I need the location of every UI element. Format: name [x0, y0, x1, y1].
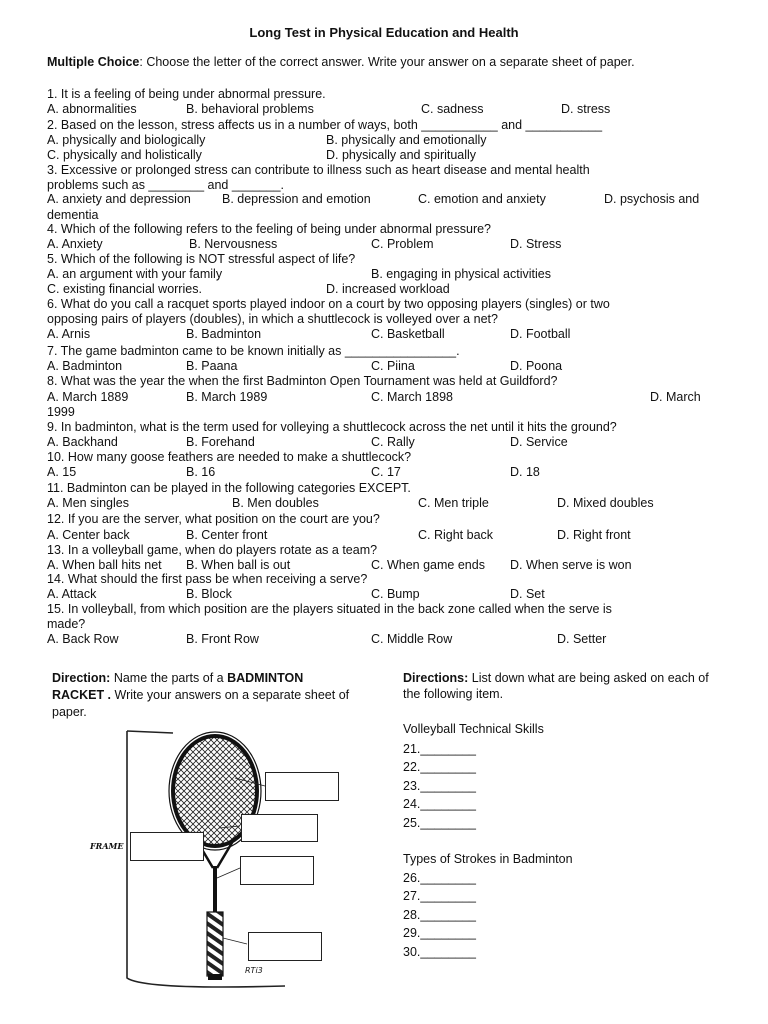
q11-option-c: C. Men triple: [418, 496, 489, 510]
racket-direction-bold: BADMINTON RACKET .: [52, 671, 304, 702]
answer-item-27: 27.________: [403, 889, 476, 903]
q9-option-c: C. Rally: [371, 435, 415, 449]
question-13: 13. In a volleyball game, when do players rotate as a team?: [47, 543, 378, 557]
q2-option-c: C. physically and holistically: [47, 148, 202, 162]
q8-option-d: D. March: [650, 390, 701, 404]
q3-option-d: D. psychosis and: [604, 192, 700, 206]
volleyball-skills-title: Volleyball Technical Skills: [403, 722, 544, 736]
answer-item-21: 21.________: [403, 742, 476, 756]
answer-item-22: 22.________: [403, 760, 476, 774]
question-11: 11. Badminton can be played in the following categories EXCEPT.: [47, 481, 411, 495]
q11-option-d: D. Mixed doubles: [557, 496, 654, 510]
question-14: 14. What should the first pass be when receiving a serve?: [47, 572, 368, 586]
q5-option-b: B. engaging in physical activities: [371, 267, 551, 281]
artist-signature: RTi3: [245, 966, 263, 975]
q14-option-d: D. Set: [510, 587, 545, 601]
q12-option-c: C. Right back: [418, 528, 494, 542]
answer-item-23: 23.________: [403, 779, 476, 793]
list-direction: [403, 670, 723, 702]
question-4: 4. Which of the following refers to the feeling of being under abnormal pressure?: [47, 222, 492, 236]
question-1: 1. It is a feeling of being under abnormal pressure.: [47, 87, 326, 101]
q14-option-b: B. Block: [186, 587, 232, 601]
q10-option-b: B. 16: [186, 465, 216, 479]
q7-option-b: B. Paana: [186, 359, 238, 373]
q1-option-c: C. sadness: [421, 102, 484, 116]
q8-option-a: A. March 1889: [47, 390, 129, 404]
list-direction-label: Directions:: [403, 671, 469, 685]
question-5: 5. Which of the following is NOT stressful aspect of life?: [47, 252, 356, 266]
question-2: 2. Based on the lesson, stress affects us in a number of ways, both ___________ and ___________: [47, 118, 603, 132]
racket-part-answer-box-3[interactable]: [130, 832, 204, 861]
badminton-strokes-title: Types of Strokes in Badminton: [403, 852, 573, 866]
racket-direction-text-1: Name the parts of a: [110, 671, 228, 685]
q4-option-b: B. Nervousness: [189, 237, 278, 251]
q13-option-a: A. When ball hits net: [47, 558, 162, 572]
q7-option-c: C. Piina: [371, 359, 415, 373]
q15-option-a: A. Back Row: [47, 632, 119, 646]
q3-option-b: B. depression and emotion: [222, 192, 371, 206]
q6-option-c: C. Basketball: [371, 327, 445, 341]
question-12: 12. If you are the server, what position on the court are you?: [47, 512, 380, 526]
list-direction-text: List down what are being asked on each of the following item.: [403, 671, 709, 701]
q5-option-d: D. increased workload: [326, 282, 450, 296]
q3-option-d-wrap: dementia: [47, 208, 99, 222]
q2-option-d: D. physically and spiritually: [326, 148, 477, 162]
q12-option-b: B. Center front: [186, 528, 268, 542]
q6-option-d: D. Football: [510, 327, 571, 341]
q5-option-c: C. existing financial worries.: [47, 282, 202, 296]
question-8: 8. What was the year the when the first Badminton Open Tournament was held at Guildford?: [47, 374, 558, 388]
q8-option-c: C. March 1898: [371, 390, 453, 404]
q7-option-d: D. Poona: [510, 359, 563, 373]
q10-option-d: D. 18: [510, 465, 540, 479]
q3-option-a: A. anxiety and depression: [47, 192, 191, 206]
q10-option-c: C. 17: [371, 465, 401, 479]
q8-option-d-wrap: 1999: [47, 405, 75, 419]
q13-option-d: D. When serve is won: [510, 558, 632, 572]
q1-option-b: B. behavioral problems: [186, 102, 314, 116]
q12-option-d: D. Right front: [557, 528, 631, 542]
q6-option-b: B. Badminton: [186, 327, 262, 341]
q1-option-d: D. stress: [561, 102, 611, 116]
question-15-line-2: made?: [47, 617, 86, 631]
q1-option-a: A. abnormalities: [47, 102, 137, 116]
question-6: 6. What do you call a racquet sports played indoor on a court by two opposing players (singles) or two: [47, 297, 610, 311]
q11-option-b: B. Men doubles: [232, 496, 319, 510]
q15-option-d: D. Setter: [557, 632, 607, 646]
multiple-choice-instructions: [47, 55, 635, 70]
q6-option-a: A. Arnis: [47, 327, 91, 341]
q9-option-a: A. Backhand: [47, 435, 118, 449]
question-3-line-2: problems such as ________ and _______.: [47, 178, 284, 192]
question-3: 3. Excessive or prolonged stress can contribute to illness such as heart disease and mental health: [47, 163, 590, 177]
racket-part-answer-box-4[interactable]: [240, 856, 314, 885]
frame-label: FRAME: [90, 841, 124, 851]
answer-item-28: 28.________: [403, 908, 476, 922]
q13-option-b: B. When ball is out: [186, 558, 291, 572]
q2-option-a: A. physically and biologically: [47, 133, 206, 147]
racket-part-answer-box-2[interactable]: [241, 814, 318, 842]
racket-direction-label: Direction:: [52, 671, 111, 685]
racket-part-answer-box-5[interactable]: [248, 932, 322, 961]
q7-option-a: A. Badminton: [47, 359, 123, 373]
q4-option-a: A. Anxiety: [47, 237, 103, 251]
racket-direction: [52, 670, 352, 721]
q10-option-a: A. 15: [47, 465, 77, 479]
q9-option-b: B. Forehand: [186, 435, 255, 449]
question-10: 10. How many goose feathers are needed to make a shuttlecock?: [47, 450, 412, 464]
question-15: 15. In volleyball, from which position are the players situated in the back zone called when the serve is: [47, 602, 612, 616]
q4-option-d: D. Stress: [510, 237, 562, 251]
q3-option-c: C. emotion and anxiety: [418, 192, 546, 206]
multiple-choice-label: Multiple Choice: [47, 55, 140, 69]
q14-option-c: C. Bump: [371, 587, 420, 601]
answer-item-30: 30.________: [403, 945, 476, 959]
q5-option-a: A. an argument with your family: [47, 267, 223, 281]
q8-option-b: B. March 1989: [186, 390, 268, 404]
q13-option-c: C. When game ends: [371, 558, 485, 572]
answer-item-25: 25.________: [403, 816, 476, 830]
question-9: 9. In badminton, what is the term used for volleying a shuttlecock across the net until it hits the ground?: [47, 420, 617, 434]
question-6-line-2: opposing pairs of players (doubles), in which a shuttlecock is volleyed over a net?: [47, 312, 498, 326]
q14-option-a: A. Attack: [47, 587, 97, 601]
q2-option-b: B. physically and emotionally: [326, 133, 487, 147]
q15-option-c: C. Middle Row: [371, 632, 453, 646]
racket-part-answer-box-1[interactable]: [265, 772, 339, 801]
multiple-choice-text: : Choose the letter of the correct answer. Write your answer on a separate sheet of paper.: [139, 55, 635, 69]
q15-option-b: B. Front Row: [186, 632, 259, 646]
question-7: 7. The game badminton came to be known initially as ________________.: [47, 344, 460, 358]
answer-item-29: 29.________: [403, 926, 476, 940]
page-title: Long Test in Physical Education and Health: [249, 25, 519, 40]
q9-option-d: D. Service: [510, 435, 568, 449]
answer-item-24: 24.________: [403, 797, 476, 811]
q11-option-a: A. Men singles: [47, 496, 129, 510]
q12-option-a: A. Center back: [47, 528, 130, 542]
racket-direction-text-2: Write your answers on a separate sheet of paper.: [52, 688, 350, 719]
answer-item-26: 26.________: [403, 871, 476, 885]
q4-option-c: C. Problem: [371, 237, 434, 251]
